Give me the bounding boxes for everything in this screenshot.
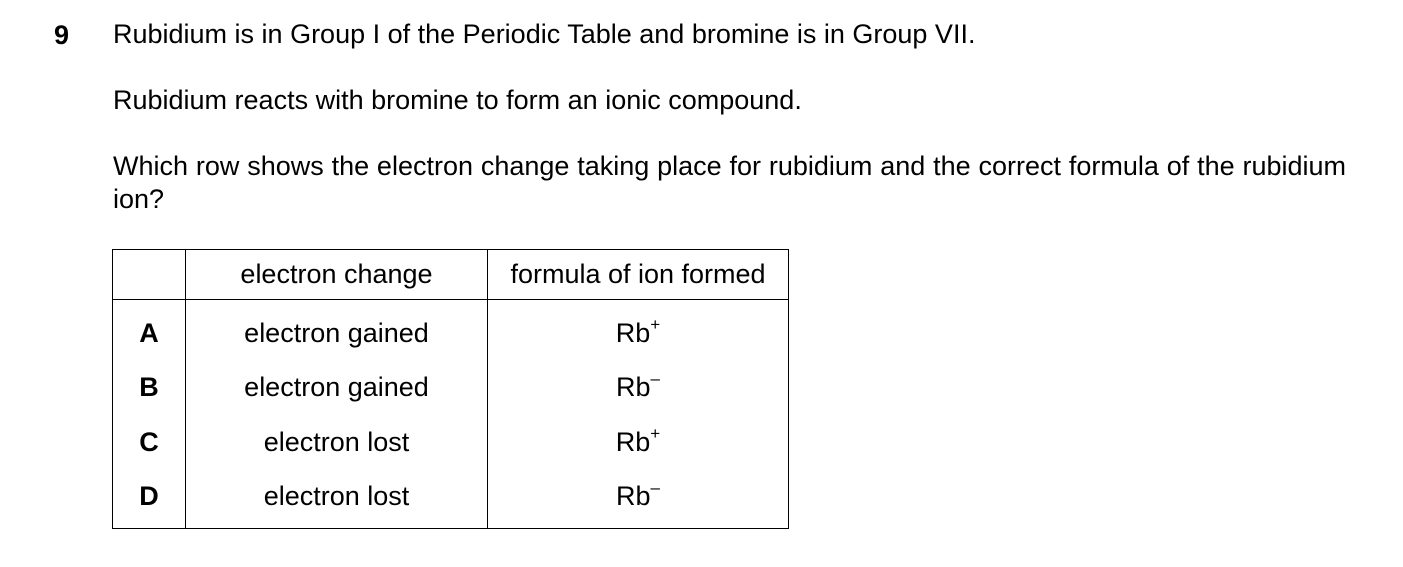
option-electron-change: electron gained — [186, 361, 488, 416]
option-electron-change: electron gained — [186, 300, 488, 361]
ion-charge: – — [650, 478, 660, 498]
ion-charge: – — [650, 369, 660, 389]
question-text-line-1: Rubidium is in Group I of the Periodic Table and bromine is in Group VII. — [113, 19, 976, 49]
option-formula — [488, 300, 789, 361]
option-row-d[interactable] — [113, 470, 789, 529]
question-number: 9 — [54, 20, 70, 50]
question-prompt: Which row shows the electron change taking place for rubidium and the correct formula of the rubidium ion? — [113, 151, 1346, 214]
ion-charge: + — [650, 314, 661, 334]
option-row-a[interactable] — [113, 300, 789, 361]
option-formula — [488, 361, 789, 416]
header-empty-cell — [113, 250, 186, 300]
ion-symbol: Rb — [615, 426, 651, 457]
question-text-line-2: Rubidium reacts with bromine to form an ionic compound. — [113, 85, 802, 115]
option-formula — [488, 470, 789, 529]
header-formula: formula of ion formed — [488, 250, 789, 300]
ion-symbol: Rb — [616, 372, 651, 403]
ion-symbol: Rb — [615, 317, 651, 348]
option-letter: C — [113, 415, 186, 470]
option-row-b[interactable] — [113, 361, 789, 416]
option-letter: D — [113, 470, 186, 529]
ion-symbol: Rb — [616, 481, 651, 512]
option-letter: B — [113, 361, 186, 416]
table-header-row — [113, 250, 789, 300]
header-electron-change: electron change — [186, 250, 488, 300]
option-electron-change: electron lost — [186, 470, 488, 529]
option-row-c[interactable] — [113, 415, 789, 470]
option-formula — [488, 415, 789, 470]
option-letter: A — [113, 300, 186, 361]
options-table — [112, 249, 789, 529]
option-electron-change: electron lost — [186, 415, 488, 470]
ion-charge: + — [650, 423, 661, 443]
